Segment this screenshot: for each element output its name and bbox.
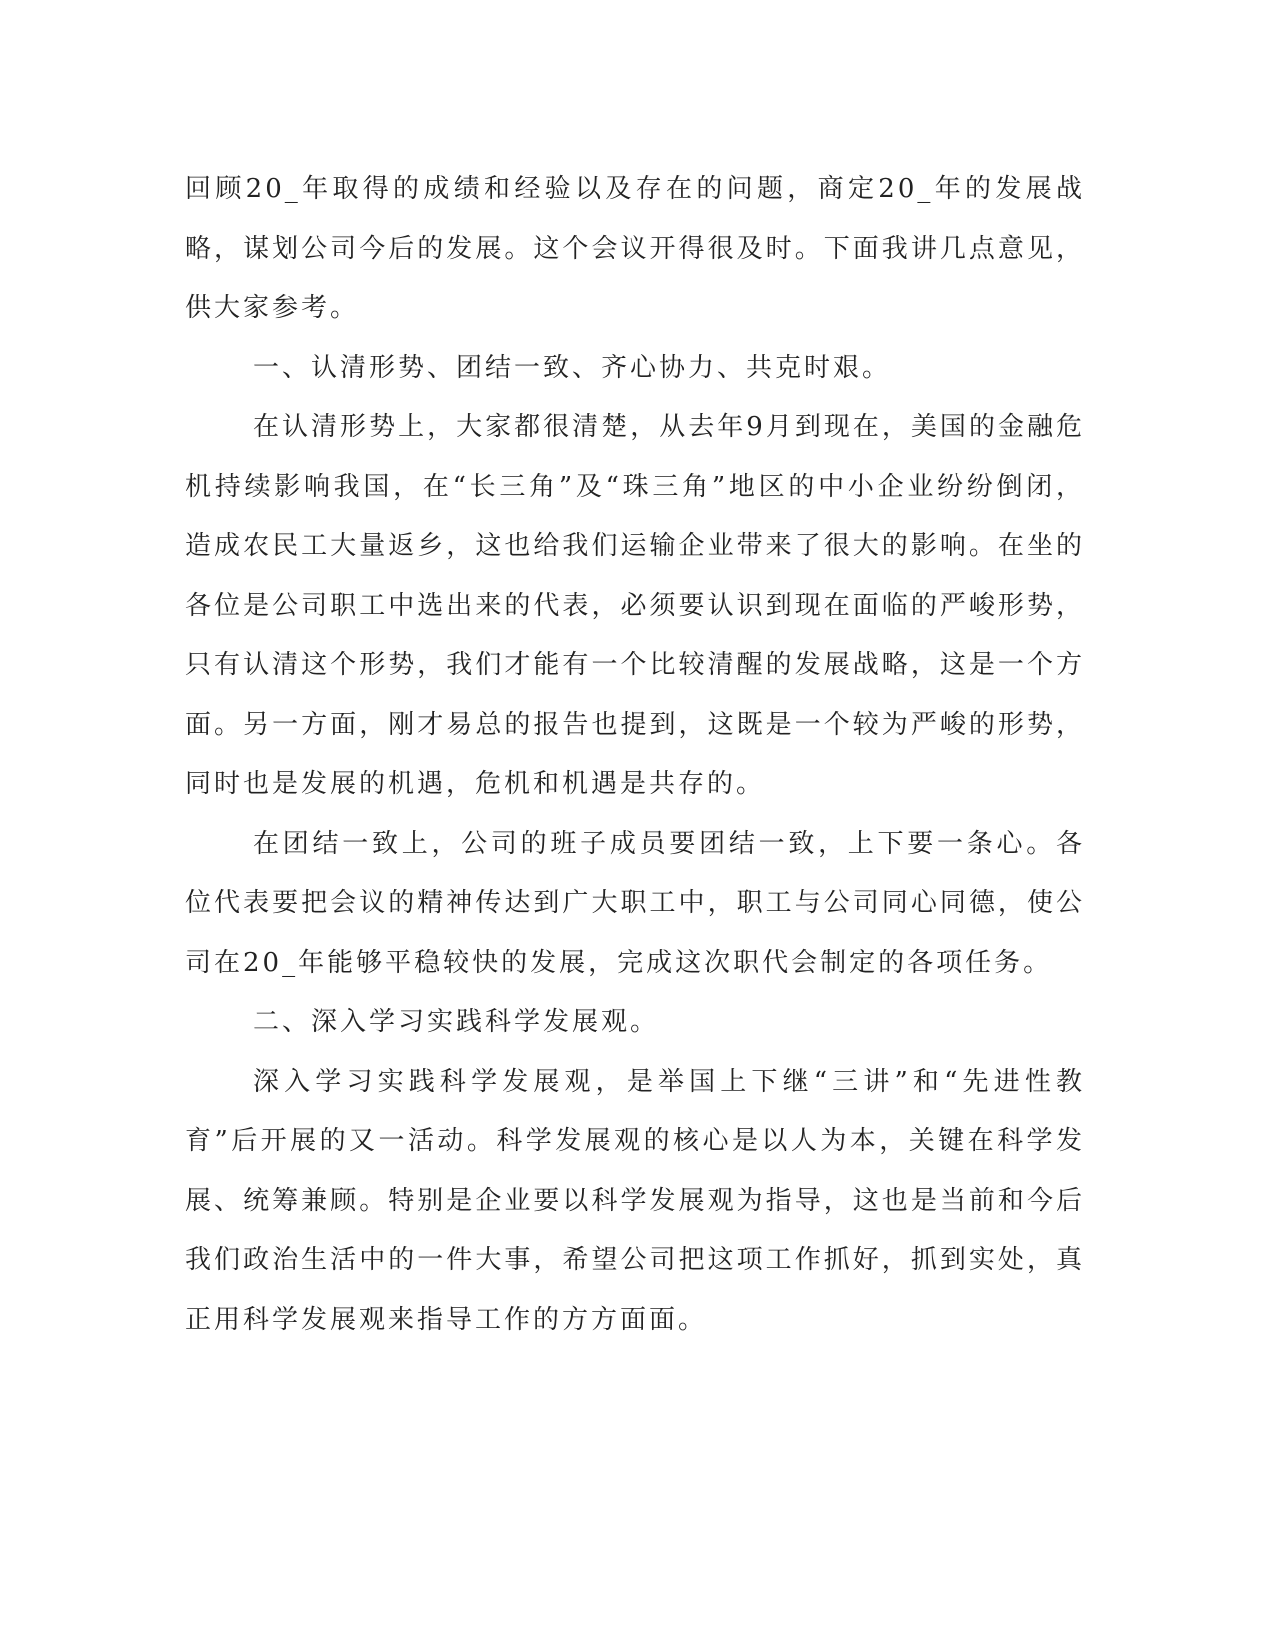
paragraph-4: 深入学习实践科学发展观，是举国上下继“三讲”和“先进性教育”后开展的又一活动。科学发展观的核心是以人为本，关键在科学发展、统筹兼顾。特别是企业要以科学发展观为指导，这也是当前和今后我们政治生活中的一件大事，希望公司把这项工作抓好，抓到实处，真正用科学发展观来指导工作的方方面面。 <box>185 1066 1085 1335</box>
section-heading-2: 二、深入学习实践科学发展观。 <box>253 1007 660 1037</box>
paragraph-2: 在认清形势上，大家都很清楚，从去年9月到现在，美国的金融危机持续影响我国，在“长三角”及“珠三角”地区的中小企业纷纷倒闭，造成农民工大量返乡，这也给我们运输企业带来了很大的影响。在坐的各位是公司职工中选出来的代表，必须要认识到现在面临的严峻形势，只有认清这个形势，我们才能有一个比较清醒的发展战略，这是一个方面。另一方面，刚才易总的报告也提到，这既是一个较为严峻的形势，同时也是发展的机遇，危机和机遇是共存的。 <box>185 412 1085 799</box>
paragraph-1: 回顾20_年取得的成绩和经验以及存在的问题，商定20_年的发展战略，谋划公司今后的发展。这个会议开得很及时。下面我讲几点意见，供大家参考。 <box>185 174 1085 323</box>
document-body <box>185 160 1085 1350</box>
section-heading-1: 一、认清形势、团结一致、齐心协力、共克时艰。 <box>253 352 892 383</box>
paragraph-3: 在团结一致上，公司的班子成员要团结一致，上下要一条心。各位代表要把会议的精神传达到广大职工中，职工与公司同心同德，使公司在20_年能够平稳较快的发展，完成这次职代会制定的各项任务。 <box>185 828 1085 978</box>
